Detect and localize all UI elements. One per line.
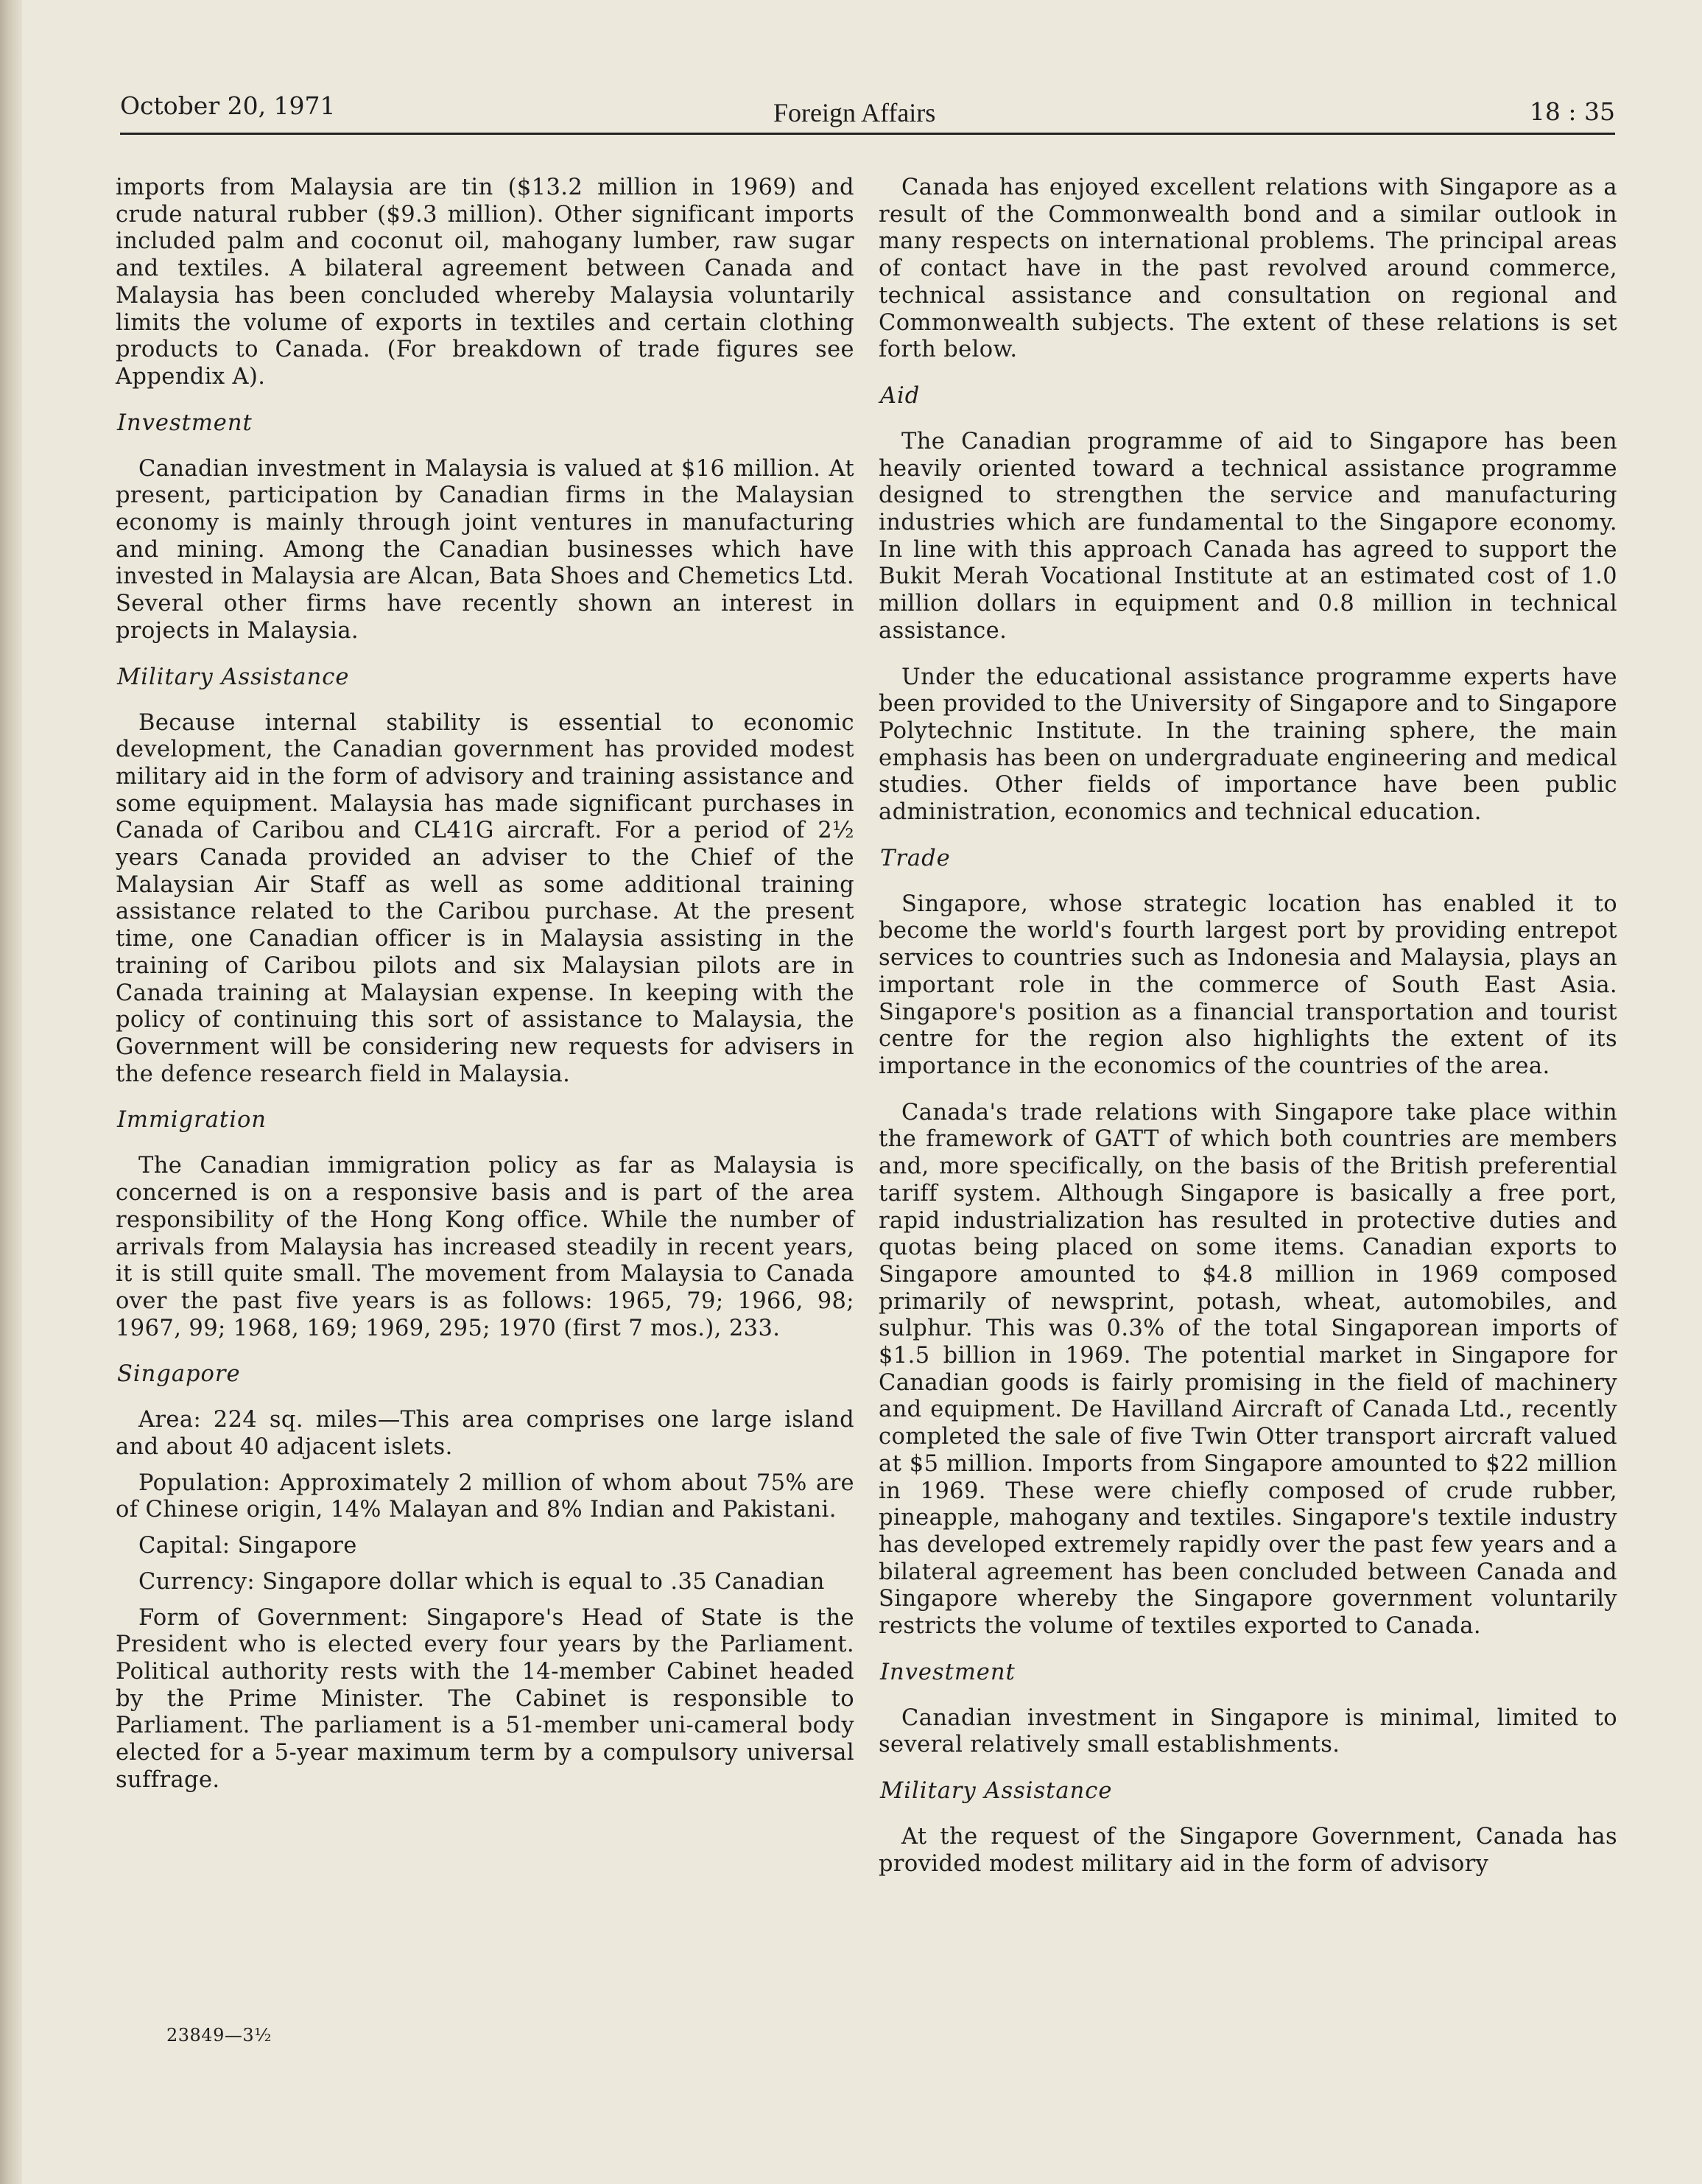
header-date: October 20, 1971 <box>120 91 336 120</box>
page-binding-edge <box>0 0 22 2184</box>
paragraph-educational-assistance: Under the educational assistance programme experts have been provided to the University of Singapore and to Singapore Polytechnic Institute. In the training sphere, the main emphasis has been on undergraduate engineering and medical studies. Other fields of importance have been public administration, economics and technical education. <box>879 664 1617 826</box>
heading-singapore: Singapore <box>117 1361 241 1388</box>
heading-aid: Aid <box>880 382 921 409</box>
singapore-currency: Currency: Singapore dollar which is equal to .35 Canadian <box>138 1568 825 1595</box>
paragraph-singapore-relations: Canada has enjoyed excellent relations with Singapore as a result of the Commonwealth bond and a similar outlook in many respects on international problems. The principal areas of contact have in the past revolved around commerce, technical assistance and consultation on regional and Commonwealth subjects. The extent of these relations is set forth below. <box>879 175 1617 363</box>
left-column <box>116 175 854 1802</box>
header-page-number: 18 : 35 <box>1529 97 1615 126</box>
header-title: Foreign Affairs <box>773 98 936 127</box>
paragraph-military-assistance-singapore: At the request of the Singapore Government, Canada has provided modest military aid in the form of advisory <box>879 1824 1617 1877</box>
singapore-area: Area: 224 sq. miles—This area comprises one large island and about 40 adjacent islets. <box>116 1407 854 1461</box>
heading-investment-singapore: Investment <box>880 1659 1016 1685</box>
paragraph-aid-programme: The Canadian programme of aid to Singapore has been heavily oriented toward a technical assistance programme designed to strengthen the service and manufacturing industries which are fundamental to the Singapore economy. In line with this approach Canada has agreed to support the Bukit Merah Vocational Institute at an estimated cost of 1.0 million dollars in equipment and 0.8 million in technical assistance. <box>879 428 1617 644</box>
heading-military-assistance-malaysia: Military Assistance <box>117 664 350 690</box>
paragraph-investment-malaysia: Canadian investment in Malaysia is valued at $16 million. At present, participation by Canadian firms in the Malaysian economy is mainly through joint ventures in manufacturing and mining. Among the Canadian businesses which have invested in Malaysia are Alcan, Bata Shoes and Chemetics Ltd. Several other firms have recently shown an interest in projects in Malaysia. <box>116 455 854 644</box>
footer-print-code: 23849—3½ <box>166 2025 272 2046</box>
paragraph-immigration: The Canadian immigration policy as far as Malaysia is concerned is on a responsive basis and is part of the area responsibility of the Hong Kong office. While the number of arrivals from Malaysia has increased steadily in recent years, it is still quite small. The movement from Malaysia to Canada over the past five years is as follows: 1965, 79; 1966, 98; 1967, 99; 1968, 169; 1969, 295; 1970 (first 7 mos.), 233. <box>116 1153 854 1341</box>
right-column <box>879 175 1617 1897</box>
heading-immigration: Immigration <box>117 1107 267 1134</box>
singapore-capital: Capital: Singapore <box>138 1533 357 1559</box>
paragraph-trade-location: Singapore, whose strategic location has enabled it to become the world's fourth largest port by providing entrepot services to countries such as Indonesia and Malaysia, plays an important role in the commerce of South East Asia. Singapore's position as a financial transportation and tourist centre for the region also highlights the extent of its importance in the economics of the countries of the area. <box>879 891 1617 1079</box>
singapore-government: Form of Government: Singapore's Head of State is the President who is elected every four years by the Parliament. Political authority rests with the 14-member Cabinet headed by the Prime Minister. The Cabinet is responsible to Parliament. The parliament is a 51-member uni-cameral body elected for a 5-year maximum term by a compulsory universal suffrage. <box>116 1604 854 1793</box>
singapore-population: Population: Approximately 2 million of whom about 75% are of Chinese origin, 14% Malayan and 8% Indian and Pakistani. <box>116 1470 854 1523</box>
paragraph-malaysia-imports: imports from Malaysia are tin ($13.2 million in 1969) and crude natural rubber ($9.3 million). Other significant imports included palm and coconut oil, mahogany lumber, raw sugar and textiles. A bilateral agreement between Canada and Malaysia has been concluded whereby Malaysia voluntarily limits the volume of exports in textiles and certain clothing products to Canada. (For breakdown of trade figures see Appendix A). <box>116 175 854 390</box>
heading-military-assistance-singapore: Military Assistance <box>880 1778 1113 1805</box>
paragraph-trade-relations: Canada's trade relations with Singapore take place within the framework of GATT of which both countries are members and, more specifically, on the basis of the British preferential tariff system. Although Singapore is basically a free port, rapid industrialization has resulted in protective duties and quotas being placed on some items. Canadian exports to Singapore amounted to $4.8 million in 1969 composed primarily of newsprint, potash, wheat, automobiles, and sulphur. This was 0.3% of the total Singaporean imports of $1.5 billion in 1969. The potential market in Singapore for Canadian goods is fairly promising in the field of machinery and equipment. De Havilland Aircraft of Canada Ltd., recently completed the sale of five Twin Otter transport aircraft valued at $5 million. Imports from Singapore amounted to $22 million in 1969. These were chiefly composed of crude rubber, pineapple, mahogany and textiles. Singapore's textile industry has developed extremely rapidly over the past few years and a bilateral agreement has been concluded between Canada and Singapore whereby the Singapore government voluntarily restricts the volume of textiles exported to Canada. <box>879 1099 1617 1640</box>
page-header <box>120 87 1615 135</box>
paragraph-military-assistance-malaysia: Because internal stability is essential to economic development, the Canadian government has provided modest military aid in the form of advisory and training assistance and some equipment. Malaysia has made significant purchases in Canada of Caribou and CL41G aircraft. For a period of 2½ years Canada provided an adviser to the Chief of the Malaysian Air Staff as well as some additional training assistance related to the Caribou purchase. At the present time, one Canadian officer is in Malaysia assisting in the training of Caribou pilots and six Malaysian pilots are in Canada training at Malaysian expense. In keeping with the policy of continuing this sort of assistance to Malaysia, the Government will be considering new requests for advisers in the defence research field in Malaysia. <box>116 709 854 1087</box>
heading-trade: Trade <box>880 845 951 871</box>
paragraph-investment-singapore: Canadian investment in Singapore is minimal, limited to several relatively small establishments. <box>879 1704 1617 1758</box>
heading-investment-malaysia: Investment <box>117 410 253 436</box>
